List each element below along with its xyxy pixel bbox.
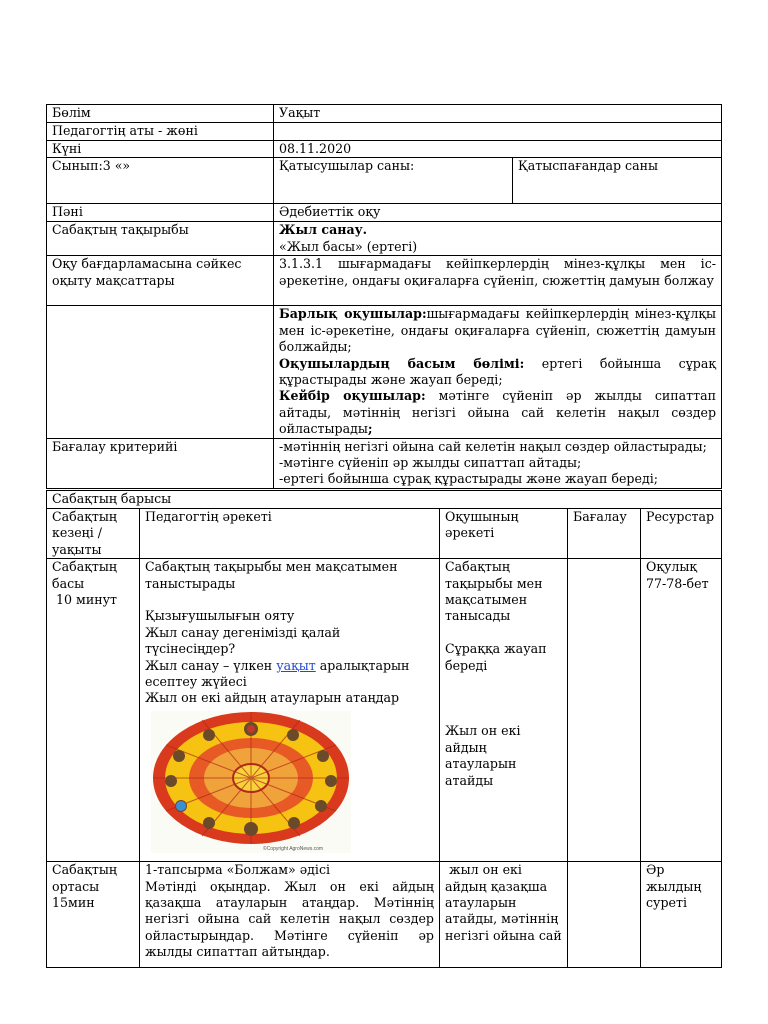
teacher-intro: Сабақтың тақырыбы мен мақсатымен таныстырады — [145, 559, 398, 591]
resource-cell: Оқулық 77-78-бет — [641, 559, 722, 862]
resource-cell: Әр жылдың суреті — [641, 862, 722, 968]
student-action: Сабақтың тақырыбы мен мақсатымен танысады — [445, 559, 543, 624]
col-resources-header: Ресурстар — [641, 509, 722, 559]
goals-all-text: шығармадағы кейіпкерлердің мінез-құлқы мен іс-әрекетіне, ондағы оқиғаларға сүйеніп, сюжеттің дамуын болжайды; — [279, 306, 717, 355]
goals-most-text: ертегі бойынша сұрақ құрастырады және жауап береді; — [279, 355, 717, 388]
subject-label: Пәні — [47, 204, 274, 222]
date-label: Күні — [47, 141, 274, 158]
teacher-action-cell — [140, 559, 440, 862]
goals-all-label: Барлық оқушылар: — [279, 306, 427, 322]
col-stage-header: Сабақтың кезеңі /уақыты — [47, 509, 140, 559]
criteria-item: -мәтіннің негізгі ойына сай келетін нақыл сөздер ойластырады; — [279, 438, 707, 454]
student-action-cell: жыл он екі айдың қазақша атауларын атайды, мәтіннің негізгі ойына сай — [440, 862, 568, 968]
teacher-action-cell — [140, 862, 440, 968]
section-label: Бөлім — [47, 105, 274, 123]
goals-most-label: Оқушылардың басым бөлімі: — [279, 355, 525, 371]
task-title: 1-тапсырма «Болжам» әдісі — [145, 862, 331, 878]
lesson-header-table — [46, 104, 722, 489]
teacher-label: Педагогтің аты - жөні — [47, 123, 274, 141]
topic-value — [274, 222, 722, 256]
objectives-value: 3.1.3.1 шығармадағы кейіпкерлердің мінез-құлқы мен іс-әрекетіне, ондағы оқиғаларға сүйеніп, сюжеттің дамуын болжау — [274, 256, 722, 306]
criteria-item: -мәтінге сүйеніп әр жылды сипаттап айтады; — [279, 455, 582, 471]
date-value: 08.11.2020 — [274, 141, 722, 158]
definition-text: аралықтарын есептеу жүйесі — [145, 657, 410, 690]
time-link[interactable]: уақыт — [276, 657, 316, 673]
teacher-question: Жыл санау дегенімізді қалай түсінесіңдер? — [145, 624, 341, 657]
criteria-list — [274, 438, 722, 488]
topic-label: Сабақтың тақырыбы — [47, 222, 274, 256]
image-caption: ©Copyright AgroNews.com — [263, 845, 324, 852]
stage-name: Сабақтың ортасы — [52, 862, 117, 894]
subject-value: Әдебиеттік оқу — [274, 204, 722, 222]
col-assess-header: Бағалау — [568, 509, 641, 559]
col-teacher-header: Педагогтің әрекеті — [140, 509, 440, 559]
lesson-progress-table — [46, 490, 722, 968]
section-value: Уақыт — [274, 105, 722, 123]
stage-time: 15мин — [52, 895, 95, 911]
task-text: Мәтінді оқыңдар. Жыл он екі айдың қазақша атауларын атаңдар. Мәтіннің негізгі ойына сай келетін нақыл сөздер ойластырыңдар. Мәтінге сүйеніп әр жылды сипаттап айтыңдар. — [145, 878, 434, 960]
teacher-value — [274, 123, 722, 141]
topic-subtitle: «Жыл басы» (ертегі) — [279, 238, 418, 254]
student-action: Сұраққа жауап береді — [445, 641, 547, 673]
topic-title: Жыл санау. — [279, 222, 368, 238]
learning-goals — [274, 306, 722, 438]
present-count-label: Қатысушылар саны: — [274, 158, 513, 204]
col-student-header: Оқушының әрекеті — [440, 509, 568, 559]
student-action: Жыл он екі айдың атауларын атайды — [445, 723, 521, 788]
assessment-cell — [568, 862, 641, 968]
table-row — [47, 559, 722, 862]
teacher-task: Жыл он екі айдың атауларын атаңдар — [145, 690, 400, 706]
stage-time: 10 минут — [52, 592, 117, 608]
definition-text: Жыл санау – үлкен — [145, 657, 277, 673]
student-action-cell — [440, 559, 568, 862]
objectives-label: Оқу бағдарламасына сәйкес оқыту мақсаттары — [47, 256, 274, 306]
progress-title: Сабақтың барысы — [47, 491, 722, 509]
criteria-label: Бағалау критерийі — [47, 438, 274, 488]
criteria-item: -ертегі бойынша сұрақ құрастырады және жауап береді; — [279, 471, 658, 487]
class-label: Сынып:3 «» — [47, 158, 274, 204]
stage-cell — [47, 559, 140, 862]
teacher-definition — [145, 658, 434, 691]
goals-some-end: ; — [367, 421, 373, 437]
stage-cell — [47, 862, 140, 968]
assessment-cell — [568, 559, 641, 862]
goals-some-label: Кейбір оқушылар: — [279, 388, 426, 404]
zodiac-wheel-image — [151, 711, 351, 853]
absent-count-label: Қатыспағандар саны — [513, 158, 722, 204]
table-row — [47, 862, 722, 968]
goals-some-text: мәтінге сүйеніп әр жылды сипаттап айтады, мәтіннің негізгі ойына сай келетін нақыл сөздер ойластырады — [279, 388, 717, 437]
teacher-motivate: Қызығушылығын ояту — [145, 608, 295, 624]
stage-name: Сабақтың басы — [52, 559, 117, 591]
goals-empty-cell — [47, 306, 274, 438]
